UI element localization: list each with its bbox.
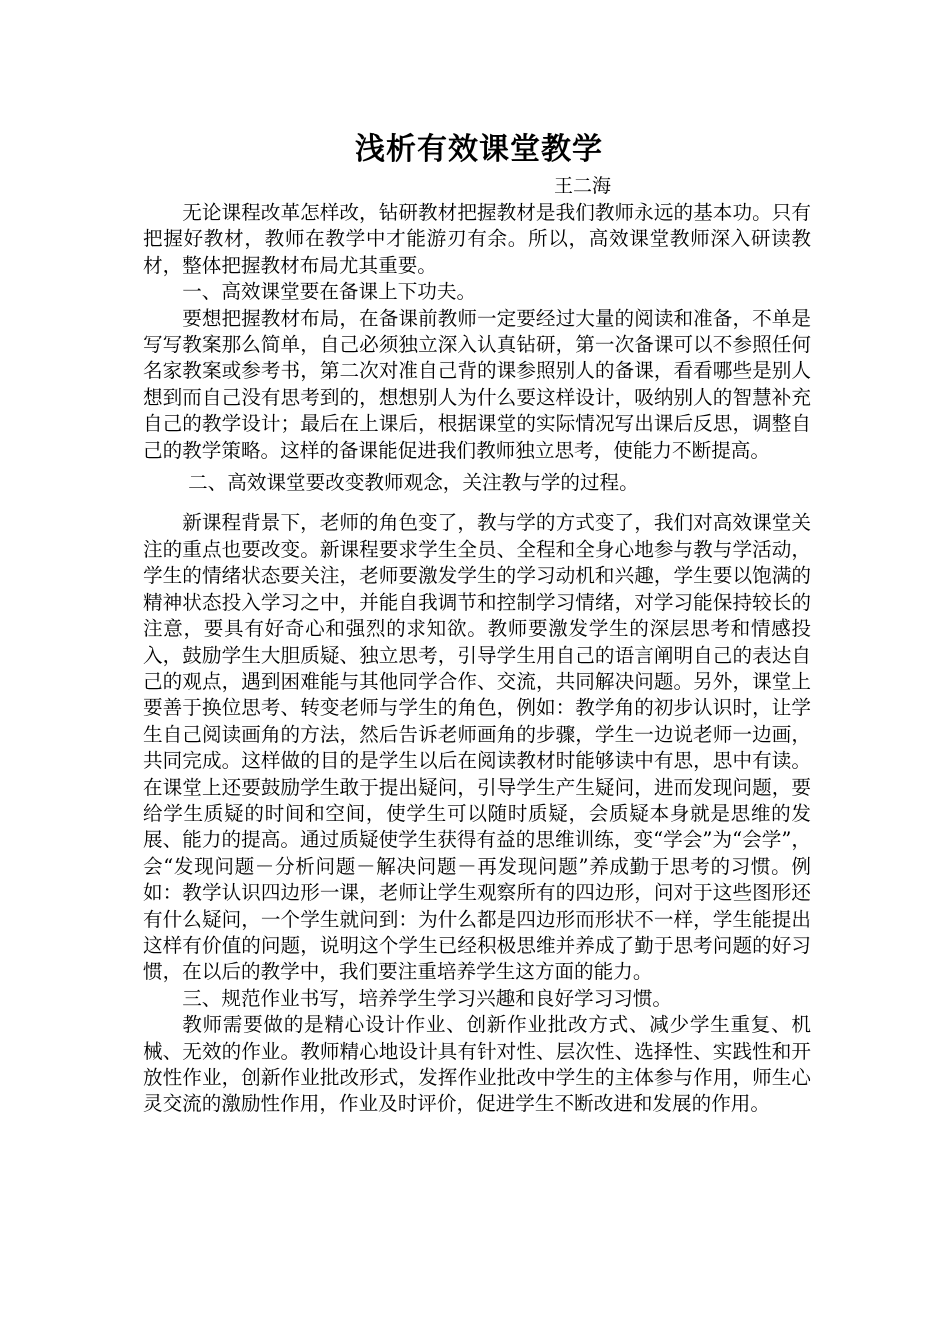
section-3-paragraph: 教师需要做的是精心设计作业、创新作业批改方式、减少学生重复、机械、无效的作业。教师精心地设计具有针对性、层次性、选择性、实践性和开放性作业，创新作业批改形式，发挥作业批改中学生的主体参与作用，师生心灵交流的激励性作用，作业及时评价，促进学生不断改进和发展的作用。 [143, 1013, 811, 1116]
section-1-heading: 一、高效课堂要在备课上下功夫。 [182, 280, 477, 304]
document-title: 浅析有效课堂教学 [355, 132, 603, 167]
section-2-heading: 二、高效课堂要改变教师观念，关注教与学的过程。 [188, 471, 639, 495]
section-3-heading: 三、规范作业书写，培养学生学习兴趣和良好学习习惯。 [182, 986, 673, 1010]
document-page [143, 128, 811, 1118]
section-1-paragraph: 要想把握教材布局，在备课前教师一定要经过大量的阅读和准备，不单是写写教案那么简单，自己必须独立深入认真钻研，第一次备课可以不参照任何名家教案或参考书，第二次对准自己背的课参照别人的备课，看看哪些是别人想到而自己没有思考到的，想想别人为什么要这样设计，吸纳别人的智慧补充自己的教学设计；最后在上课后，根据课堂的实际情况写出课后反思，调整自己的教学策略。这样的备课能促进我们教师独立思考，使能力不断提高。 [143, 306, 811, 462]
document-author: 王二海 [553, 175, 611, 197]
intro-paragraph: 无论课程改革怎样改，钻研教材把握教材是我们教师永远的基本功。只有把握好教材，教师在教学中才能游刃有余。所以，高效课堂教师深入研读教材，整体把握教材布局尤其重要。 [143, 201, 811, 277]
section-2-paragraph: 新课程背景下，老师的角色变了，教与学的方式变了，我们对高效课堂关注的重点也要改变。新课程要求学生全员、全程和全身心地参与教与学活动，学生的情绪状态要关注，老师要激发学生的学习动机和兴趣，学生要以饱满的精神状态投入学习之中，并能自我调节和控制学习情绪，对学习能保持较长的注意，要具有好奇心和强烈的求知欲。教师要激发学生的深层思考和情感投入，鼓励学生大胆质疑、独立思考，引导学生用自己的语言阐明自己的表达自己的观点，遇到困难能与其他同学合作、交流，共同解决问题。另外，课堂上要善于换位思考、转变老师与学生的角色，例如：教学角的初步认识时，让学生自己阅读画角的方法，然后告诉老师画角的步骤，学生一边说老师一边画，共同完成。这样做的目的是学生以后在阅读教材时能够读中有思，思中有读。在课堂上还要鼓励学生敢于提出疑问，引导学生产生疑问，进而发现问题，要给学生质疑的时间和空间，使学生可以随时质疑，会质疑本身就是思维的发展、能力的提高。通过质疑使学生获得有益的思维训练，变“学会”为“会学”，会“发现问题－分析问题－解决问题－再发现问题”养成勤于思考的习惯。例如：教学认识四边形一课，老师让学生观察所有的四边形，问对于这些图形还有什么疑问，一个学生就问到：为什么都是四边形而形状不一样，学生能提出这样有价值的问题，说明这个学生已经积极思维并养成了勤于思考问题的好习惯，在以后的教学中，我们要注重培养学生这方面的能力。 [143, 511, 811, 984]
